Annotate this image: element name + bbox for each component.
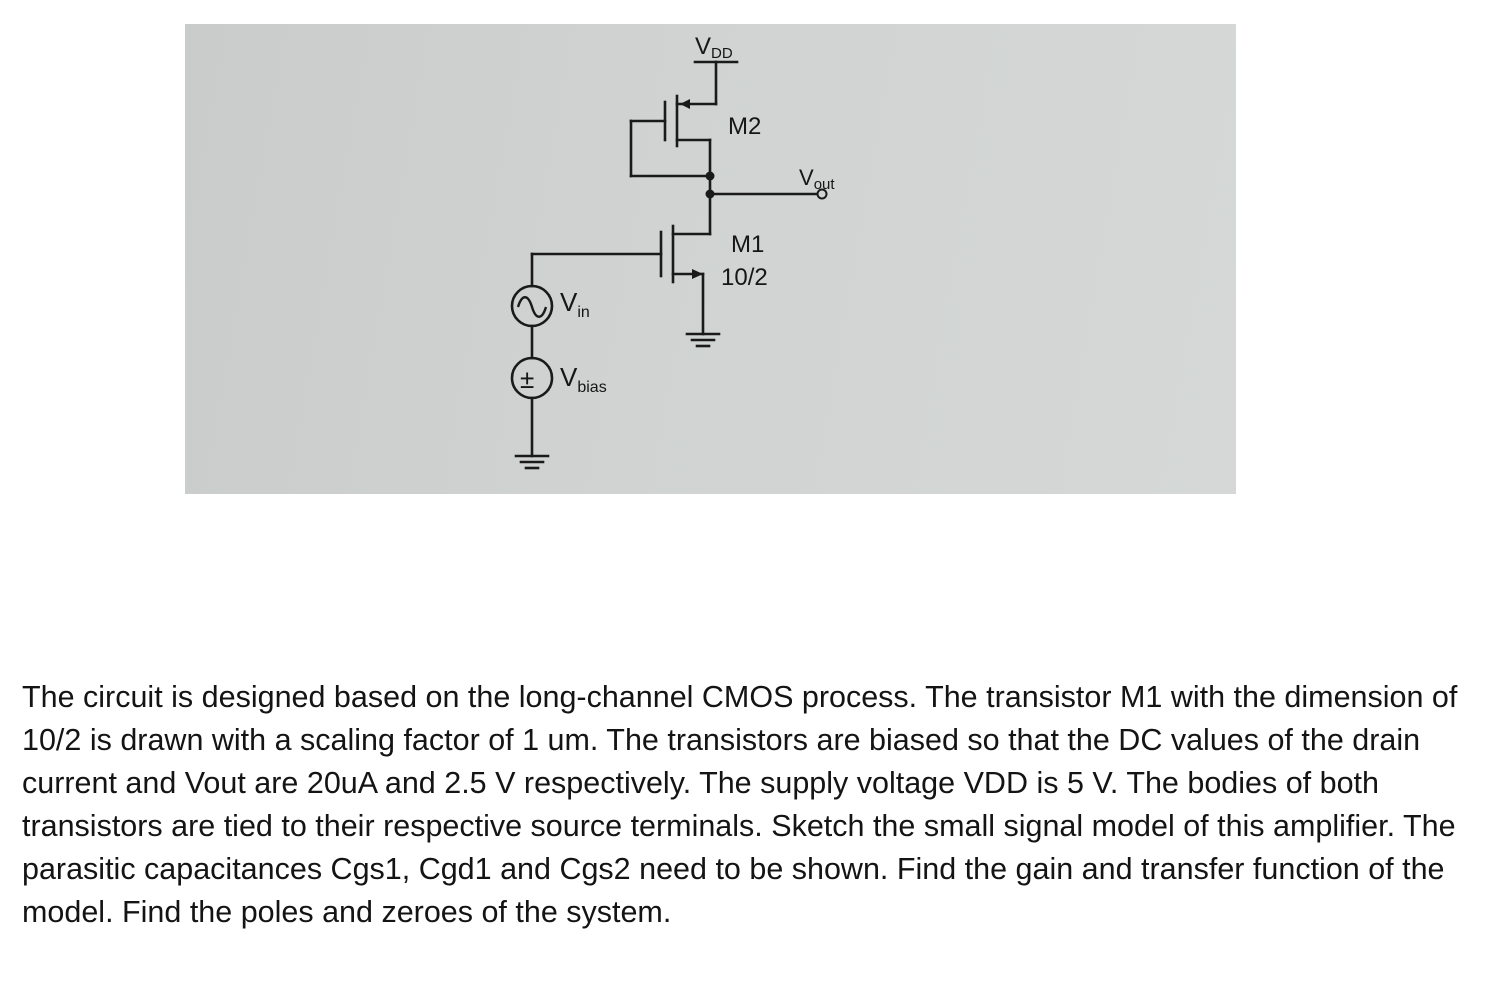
vdd-label: VDD	[695, 33, 733, 62]
m2-label: M2	[728, 113, 762, 140]
vbias-label: $V_{bias}$	[560, 362, 607, 396]
vout-label: Vout	[799, 165, 835, 193]
sine-wave-icon	[518, 297, 546, 317]
m1-label: M1	[731, 231, 765, 258]
m2-drain-node-dot	[706, 172, 715, 181]
problem-statement: The circuit is designed based on the long-channel CMOS process. The transistor M1 with the dimension of 10/2 is drawn with a scaling factor of 1 um. The transistors are biased so that the DC values of the drain current and Vout are 20uA and 2.5 V respectively. The supply voltage VDD is 5 V. The bodies of both transistors are tied to their respective source terminals. Sketch the small signal model of this amplifier. The parasitic capacitances Cgs1, Cgd1 and Cgs2 need to be shown. Find the gain and transfer function of the model. Find the poles and zeroes of the system.	[22, 680, 1458, 929]
circuit-photo	[185, 24, 1236, 494]
output-node-dot	[706, 190, 715, 199]
vin-label: $V_{in}$	[560, 287, 590, 321]
m1-nmos-arrow	[692, 269, 703, 279]
bias-symbol: ±	[520, 364, 535, 394]
circuit-schematic	[185, 24, 1236, 494]
m1-size-label: 10/2	[721, 264, 768, 291]
m2-pmos-arrow	[680, 99, 690, 109]
